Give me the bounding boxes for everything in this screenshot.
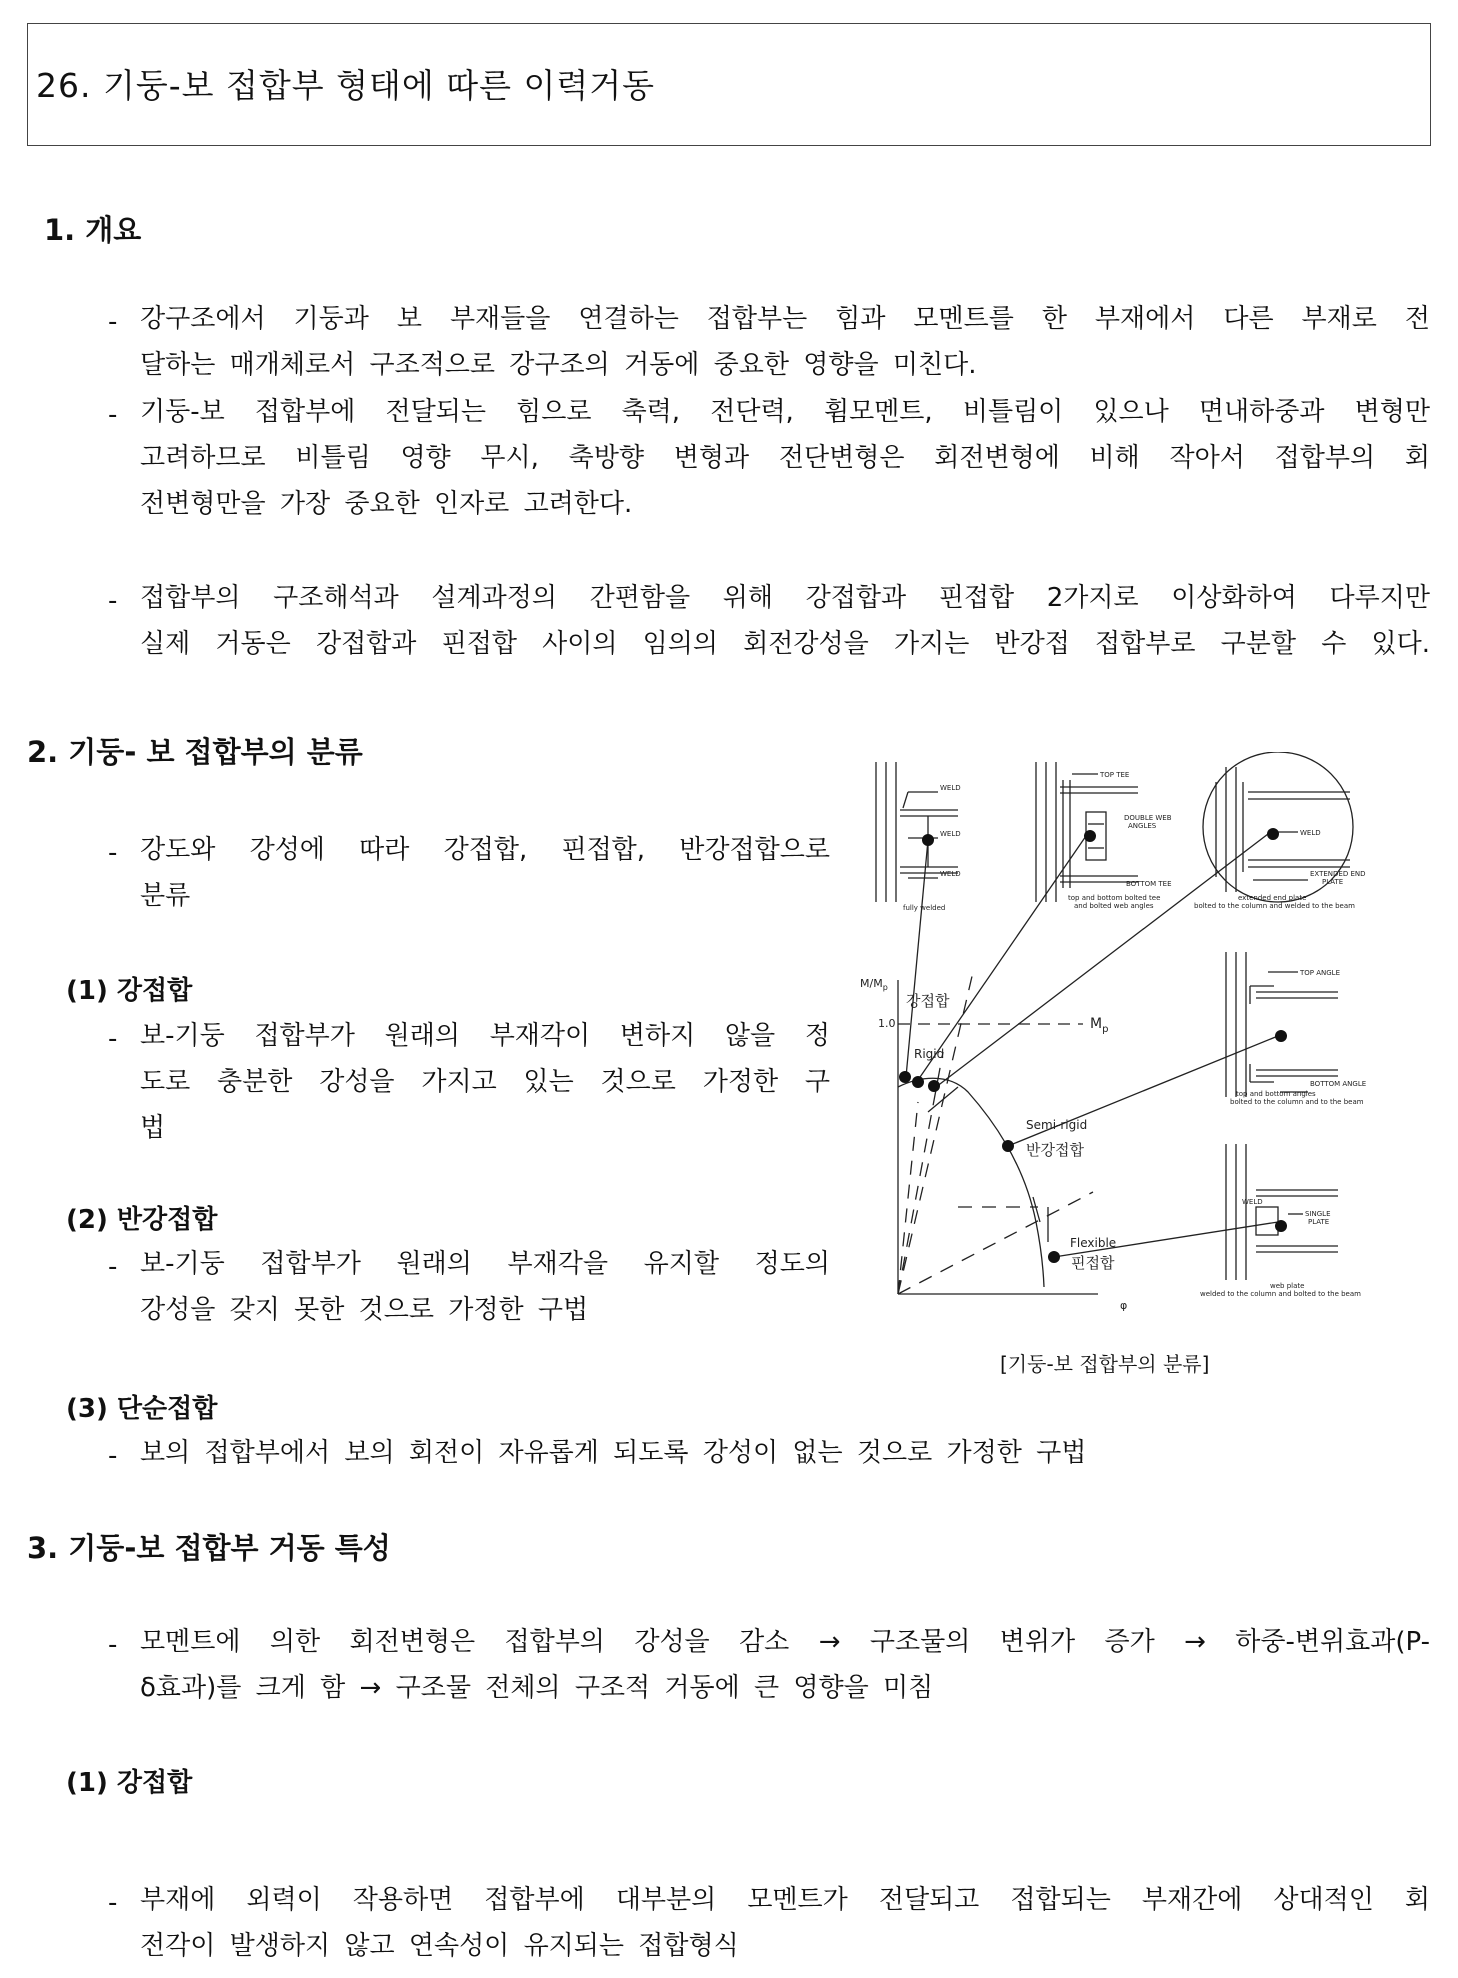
bullet-dash: -: [108, 1441, 118, 1471]
s1-b2-line1: 기둥-보 접합부에 전달되는 힘으로 축력, 전단력, 휨모멘트, 비틀림이 있으나 면내하중과 변형만: [140, 397, 1430, 427]
rigid-label: Rigid: [914, 1047, 945, 1061]
svg-text:TOP TEE: TOP TEE: [1100, 771, 1130, 779]
svg-text:welded to the column and bolte: welded to the column and bolted to the beam: [1200, 1290, 1361, 1298]
svg-text:BOTTOM TEE: BOTTOM TEE: [1126, 880, 1172, 888]
s2-b1-line2: 분류: [140, 881, 191, 911]
svg-text:and bolted web angles: and bolted web angles: [1074, 902, 1154, 910]
svg-text:top and bottom bolted tee: top and bottom bolted tee: [1068, 894, 1161, 902]
flexible-kr-label: 핀접합: [1071, 1254, 1115, 1272]
s1-b3-line1: 접합부의 구조해석과 설계과정의 간편함을 위해 강접합과 핀접합 2가지로 이상화하여 다루지만: [140, 583, 1430, 613]
moment-rotation-axes: [898, 972, 1098, 1294]
svg-text:WELD: WELD: [1242, 1198, 1263, 1206]
bullet-dash: -: [108, 307, 118, 337]
svg-text:bolted to the column and welde: bolted to the column and welded to the beam: [1194, 902, 1355, 910]
y-axis-label: $M/M_p$: [860, 977, 888, 992]
s2-sub2-line2: 강성을 갖지 못한 것으로 가정한 구법: [140, 1295, 589, 1325]
svg-text:DOUBLE WEB: DOUBLE WEB: [1124, 814, 1172, 822]
s3-b1-line1: 모멘트에 의한 회전변형은 접합부의 강성을 감소 → 구조물의 변위가 증가 → 하중-변위효과(P-: [140, 1627, 1430, 1657]
s1-b1-line1: 강구조에서 기둥과 보 부재들을 연결하는 접합부는 힘과 모멘트를 한 부재에서 다른 부재로 전: [140, 304, 1430, 334]
rigid-dot-1: [899, 1071, 911, 1083]
bullet-dash: -: [108, 1630, 118, 1660]
svg-text:fully welded: fully welded: [903, 904, 946, 912]
svg-text:BOTTOM ANGLE: BOTTOM ANGLE: [1310, 1080, 1367, 1088]
s2-sub1-line2: 도로 충분한 강성을 가지고 있는 것으로 가정한 구: [140, 1067, 830, 1097]
rigid-kr-label: 강접합: [906, 992, 950, 1010]
semi-rigid-dot: [1002, 1140, 1014, 1152]
svg-text:EXTENDED END: EXTENDED END: [1310, 870, 1366, 878]
svg-text:WELD: WELD: [940, 784, 961, 792]
svg-text:TOP ANGLE: TOP ANGLE: [1300, 969, 1341, 977]
svg-text:PLATE: PLATE: [1322, 878, 1344, 886]
section-3-heading: 3. 기둥-보 접합부 거동 특성: [27, 1531, 391, 1565]
svg-text:ANGLES: ANGLES: [1128, 822, 1157, 830]
s3-sub1-heading: (1) 강접합: [66, 1768, 193, 1798]
s3-sub1-line2: 전각이 발생하지 않고 연속성이 유지되는 접합형식: [140, 1931, 739, 1961]
svg-text:WELD: WELD: [1300, 829, 1321, 837]
flexible-dot: [1048, 1251, 1060, 1263]
bullet-dash: -: [108, 1888, 118, 1918]
svg-text:WELD: WELD: [940, 830, 961, 838]
bullet-dash: -: [108, 1252, 118, 1282]
bullet-dash: -: [108, 838, 118, 868]
rigid-dot-3: [928, 1080, 940, 1092]
svg-text:SINGLE: SINGLE: [1305, 1210, 1331, 1218]
section-2-heading: 2. 기둥- 보 접합부의 분류: [27, 735, 363, 769]
svg-text:bolted to the column and to th: bolted to the column and to the beam: [1230, 1098, 1364, 1106]
svg-text:WELD: WELD: [940, 870, 961, 878]
semi-rigid-kr-label: 반강접합: [1026, 1141, 1084, 1159]
svg-text:extended end plate: extended end plate: [1238, 894, 1307, 902]
svg-text:web plate: web plate: [1270, 1282, 1305, 1290]
x-axis-label: φ: [1120, 1299, 1128, 1312]
bullet-dash: -: [108, 1024, 118, 1054]
s2-sub1-line1: 보-기둥 접합부가 원래의 부재각이 변하지 않을 정: [140, 1021, 830, 1051]
figure-caption: [기둥-보 접합부의 분류]: [1000, 1352, 1210, 1376]
bullet-dash: -: [108, 400, 118, 430]
connection-classification-figure: [858, 752, 1418, 1312]
section-1-heading: 1. 개요: [44, 213, 142, 247]
s1-b1-line2: 달하는 매개체로서 구조적으로 강구조의 거동에 중요한 영향을 미친다.: [140, 350, 977, 380]
svg-text:top and bottom angles: top and bottom angles: [1236, 1090, 1316, 1098]
one-label: 1.0: [878, 1017, 896, 1030]
bullet-dash: -: [108, 586, 118, 616]
s2-sub1-heading: (1) 강접합: [66, 976, 193, 1006]
page-title: 26. 기둥-보 접합부 형태에 따른 이력거동: [36, 66, 656, 105]
s1-b3-line2: 실제 거동은 강접합과 핀접합 사이의 임의의 회전강성을 가지는 반강접 접합부로 구분할 수 있다.: [140, 629, 1430, 659]
s2-sub2-heading: (2) 반강접합: [66, 1205, 218, 1235]
flexible-label: Flexible: [1070, 1236, 1117, 1250]
rigid-dot-2: [912, 1076, 924, 1088]
s2-sub1-line3: 법: [140, 1113, 166, 1143]
s2-b1-line1: 강도와 강성에 따라 강접합, 핀접합, 반강접합으로: [140, 835, 830, 865]
s2-sub3-line1: 보의 접합부에서 보의 회전이 자유롭게 되도록 강성이 없는 것으로 가정한 구법: [140, 1438, 1087, 1468]
s1-b2-line3: 전변형만을 가장 중요한 인자로 고려한다.: [140, 489, 633, 519]
s3-sub1-line1: 부재에 외력이 작용하면 접합부에 대부분의 모멘트가 전달되고 접합되는 부재간에 상대적인 회: [140, 1885, 1430, 1915]
s2-sub2-line1: 보-기둥 접합부가 원래의 부재각을 유지할 정도의: [140, 1249, 830, 1279]
semi-rigid-label: Semi-rigid: [1026, 1118, 1088, 1132]
s2-sub3-heading: (3) 단순접합: [66, 1394, 218, 1424]
svg-text:PLATE: PLATE: [1308, 1218, 1330, 1226]
s1-b2-line2: 고려하므로 비틀림 영향 무시, 축방향 변형과 전단변형은 회전변형에 비해 작아서 접합부의 회: [140, 443, 1430, 473]
mp-label: $M_p$: [1090, 1016, 1109, 1035]
s3-b1-line2: δ효과)를 크게 함 → 구조물 전체의 구조적 거동에 큰 영향을 미침: [140, 1673, 934, 1703]
